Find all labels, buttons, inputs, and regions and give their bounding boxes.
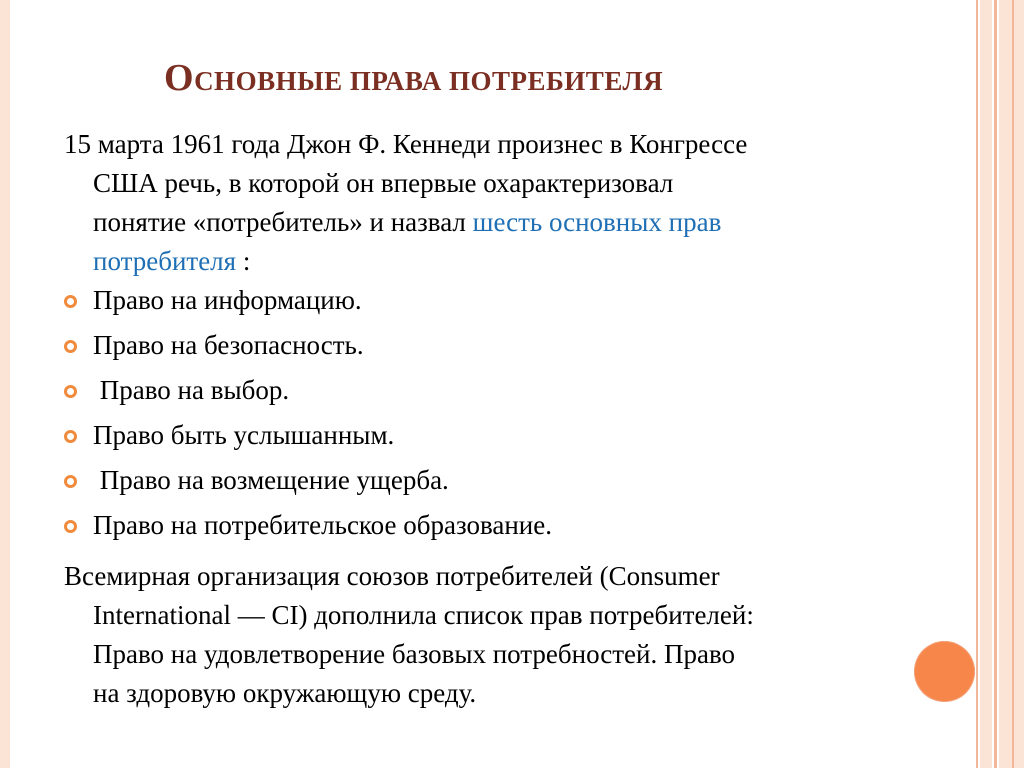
right-decor-stripe — [1012, 0, 1014, 768]
right-label: Право на потребительское образование. — [93, 510, 552, 540]
intro-line-3-text: понятие «потребитель» и назвал — [93, 207, 473, 237]
intro-line-4-text: : — [236, 246, 251, 276]
ring-bullet-icon — [64, 385, 77, 398]
rights-link-part-2[interactable]: потребителя — [93, 246, 237, 276]
right-decor-stripe — [994, 0, 997, 768]
right-label: Право на безопасность. — [93, 330, 364, 360]
orange-circle-icon — [914, 641, 975, 702]
left-decor-strip — [0, 0, 10, 768]
title-rest: СНОВНЫЕ ПРАВА ПОТРЕБИТЕЛЯ — [194, 66, 664, 96]
closing-line-1: Всемирная организация союзов потребителей (Consumer — [64, 561, 720, 591]
closing-paragraph — [64, 557, 944, 713]
closing-line-3: Право на удовлетворение базовых потребностей. Право — [93, 639, 736, 669]
right-decor-stripe — [976, 0, 978, 768]
intro-line-2: США речь, в которой он впервые охарактеризовал — [93, 168, 674, 198]
intro-paragraph — [64, 125, 944, 281]
ring-bullet-icon — [64, 295, 77, 308]
rights-link-part-1[interactable]: шесть основных прав — [472, 207, 722, 237]
ring-bullet-icon — [64, 430, 77, 443]
closing-line-4: на здоровую окружающую среду. — [93, 678, 477, 708]
right-decor-stripe — [980, 0, 992, 768]
right-label: Право быть услышанным. — [93, 420, 395, 450]
intro-line-4 — [64, 242, 944, 281]
right-label: Право на выбор. — [93, 375, 290, 405]
title-first-letter: О — [164, 57, 195, 99]
ring-bullet-icon — [64, 340, 77, 353]
intro-line-1: 15 марта 1961 года Джон Ф. Кеннеди произнес в Конгрессе — [64, 129, 748, 159]
ring-bullet-icon — [64, 475, 77, 488]
right-label: Право на возмещение ущерба. — [93, 465, 449, 495]
slide-title — [164, 56, 663, 100]
closing-line-2: International — CI) дополнила список прав потребителей: — [93, 600, 754, 630]
right-label: Право на информацию. — [93, 285, 362, 315]
ring-bullet-icon — [64, 520, 77, 533]
intro-line-3 — [64, 203, 944, 242]
